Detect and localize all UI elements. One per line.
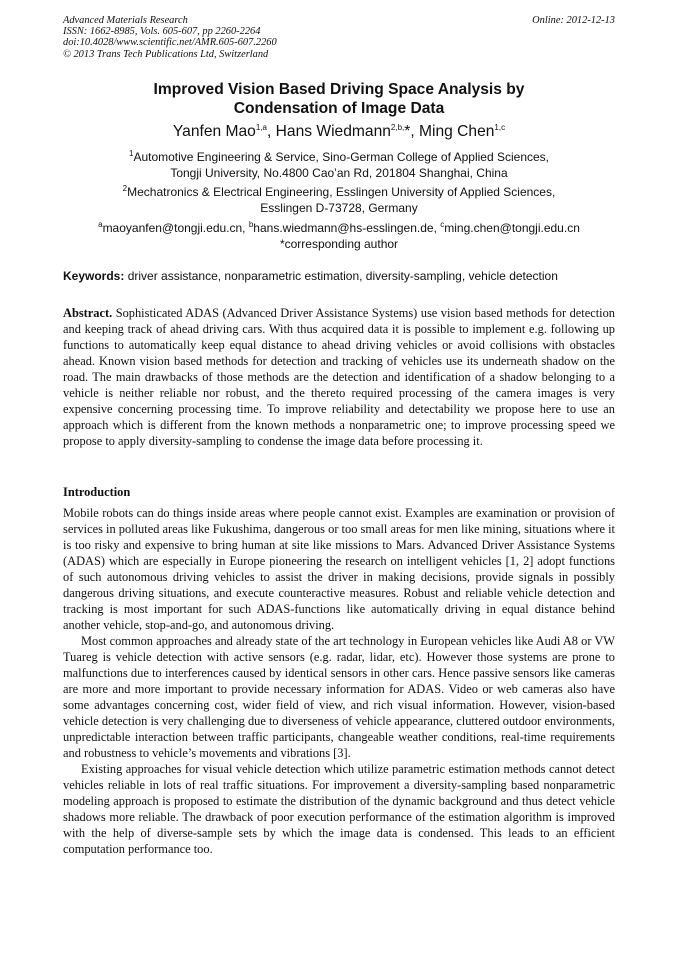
affiliation-num: 2 [122,184,128,193]
corresponding-author-note: *corresponding author [279,237,399,251]
affiliation-line: Automotive Engineering & Service, Sino-German College of Applied Sciences, [133,150,549,164]
issn-line: ISSN: 1662-8985, Vols. 605-607, pp 2260-2264 [63,26,261,38]
introduction-heading: Introduction [63,485,131,499]
title-line-1: Improved Vision Based Driving Space Analysis by [153,81,525,98]
affiliation-line: Esslingen D-73728, Germany [260,201,418,215]
abstract [63,305,615,449]
online-date: Online: 2012-12-13 [532,15,615,26]
affiliation-2 [63,184,615,216]
author-name: Yanfen Mao [172,123,256,140]
introduction-body [63,505,615,857]
abstract-text: Sophisticated ADAS (Advanced Driver Assistance Systems) use vision based methods for detection and keeping track of ahead driving cars. With thus acquired data it is possible to implement e.g. following up functions to automatically keep equal distance to ahead driving vehicles or avoid collisions with obstacles ahead. Known vision based methods for detection and tracking of vehicles use its underneath shadow on the road. The main drawbacks of those methods are the detection and identification of a shadow belonging to a vehicle is neither reliable nor robust, and the thereto required processing of the camera images is very expensive concerning processing time. To improve reliability and detectability we propose here to use an approach which is different from the known methods a nonparametric one; to improve processing speed we propose to apply diversity-sampling to condense the image data before processing it. [63,306,615,448]
abstract-label: Abstract. [63,306,113,320]
keywords [63,268,615,284]
copyright-line: © 2013 Trans Tech Publications Ltd, Switzerland [63,48,269,60]
keywords-label: Keywords: [63,269,125,283]
intro-paragraph: Existing approaches for visual vehicle detection which utilize parametric estimation methods cannot detect vehicles reliable in lots of real traffic situations. For improvement a diversity-sampling based nonparametric modeling approach is proposed to estimate the distribution of the dynamic background and thus detect vehicle shadows more reliable. The drawback of poor execution performance of the estimation algorithm is improved with the help of diverse-sample sets by which the image data is condensed. This leads to an efficient computation performance too. [63,762,615,856]
email-sup: c [440,220,445,229]
author-sup: 1,c [494,122,506,132]
affiliation-1 [63,149,615,181]
affiliation-num: 1 [128,149,134,158]
author-emails: $^a$maoyanfen@tongji.edu.cn, $^b$hans.wiedmann@hs-esslingen.de, $^c$ming.chen@tongji.edu.cn *corresponding author [63,220,615,252]
email-sup: a [98,220,103,229]
affiliation-line: Mechatronics & Electrical Engineering, Esslingen University of Applied Sciences, [127,185,556,199]
paper-title [63,80,615,118]
doi-line: doi:10.4028/www.scientific.net/AMR.605-607.2260 [63,37,277,49]
author-sup: 1,a [255,122,267,132]
author-sep: *, [404,123,419,140]
title-line-2: Condensation of Image Data [233,100,445,117]
email-b[interactable]: hans.wiedmann@hs-esslingen.de [253,221,434,235]
email-c[interactable]: ming.chen@tongji.edu.cn [444,221,580,235]
affiliation-line: Tongji University, No.4800 Cao’an Rd, 201804 Shanghai, China [170,166,508,180]
author-name: Hans Wiedmann [275,123,391,140]
intro-paragraph: Mobile robots can do things inside areas where people cannot exist. Examples are examination or provision of services in polluted areas like Fukushima, dangerous or too small areas for men like mining, situations where it is too risky and expensive to bring human at site like missions to Mars. Advanced Driver Assistance Systems (ADAS) which are especially in Europe pioneering the research on intelligent vehicles [1, 2] adopt functions of such autonomous driving vehicles to assist the driver in making decisions, provide signals in possibly dangerous driving situations, and execute counteractive measures. Robust and reliable vehicle detection and tracking is most important for such ADAS-functions like automatically driving in equal distance behind another vehicle, stop-and-go, and autonomous driving. [63,506,615,632]
author-sup: 2,b, [390,122,405,132]
author-sep: , [266,123,276,140]
email-a[interactable]: maoyanfen@tongji.edu.cn [102,221,243,235]
journal-header [63,15,277,60]
email-sup: b [248,220,254,229]
journal-name: Advanced Materials Research [63,15,188,26]
author-name: Ming Chen [419,123,495,140]
keywords-text: driver assistance, nonparametric estimation, diversity-sampling, vehicle detection [127,269,558,283]
author-list [63,122,615,142]
intro-paragraph: Most common approaches and already state of the art technology in European vehicles like Audi A8 or VW Tuareg is vehicle detection with active sensors (e.g. radar, lidar, etc). However those systems are prone to malfunctions due to interferences caused by identical sensors in other cars. Hence passive sensors like cameras are more and more important to provide necessary information for ADAS. Video or web cameras also have some advantages concerning cost, wider field of view, and rich visual information. However, vision-based vehicle detection is very challenging due to diverseness of vehicle appearance, cluttered outdoor environments, unpredictable interaction between traffic participants, changeable weather conditions, real-time requirements and robustness to vehicle’s movements and vibrations [3]. [63,634,615,760]
